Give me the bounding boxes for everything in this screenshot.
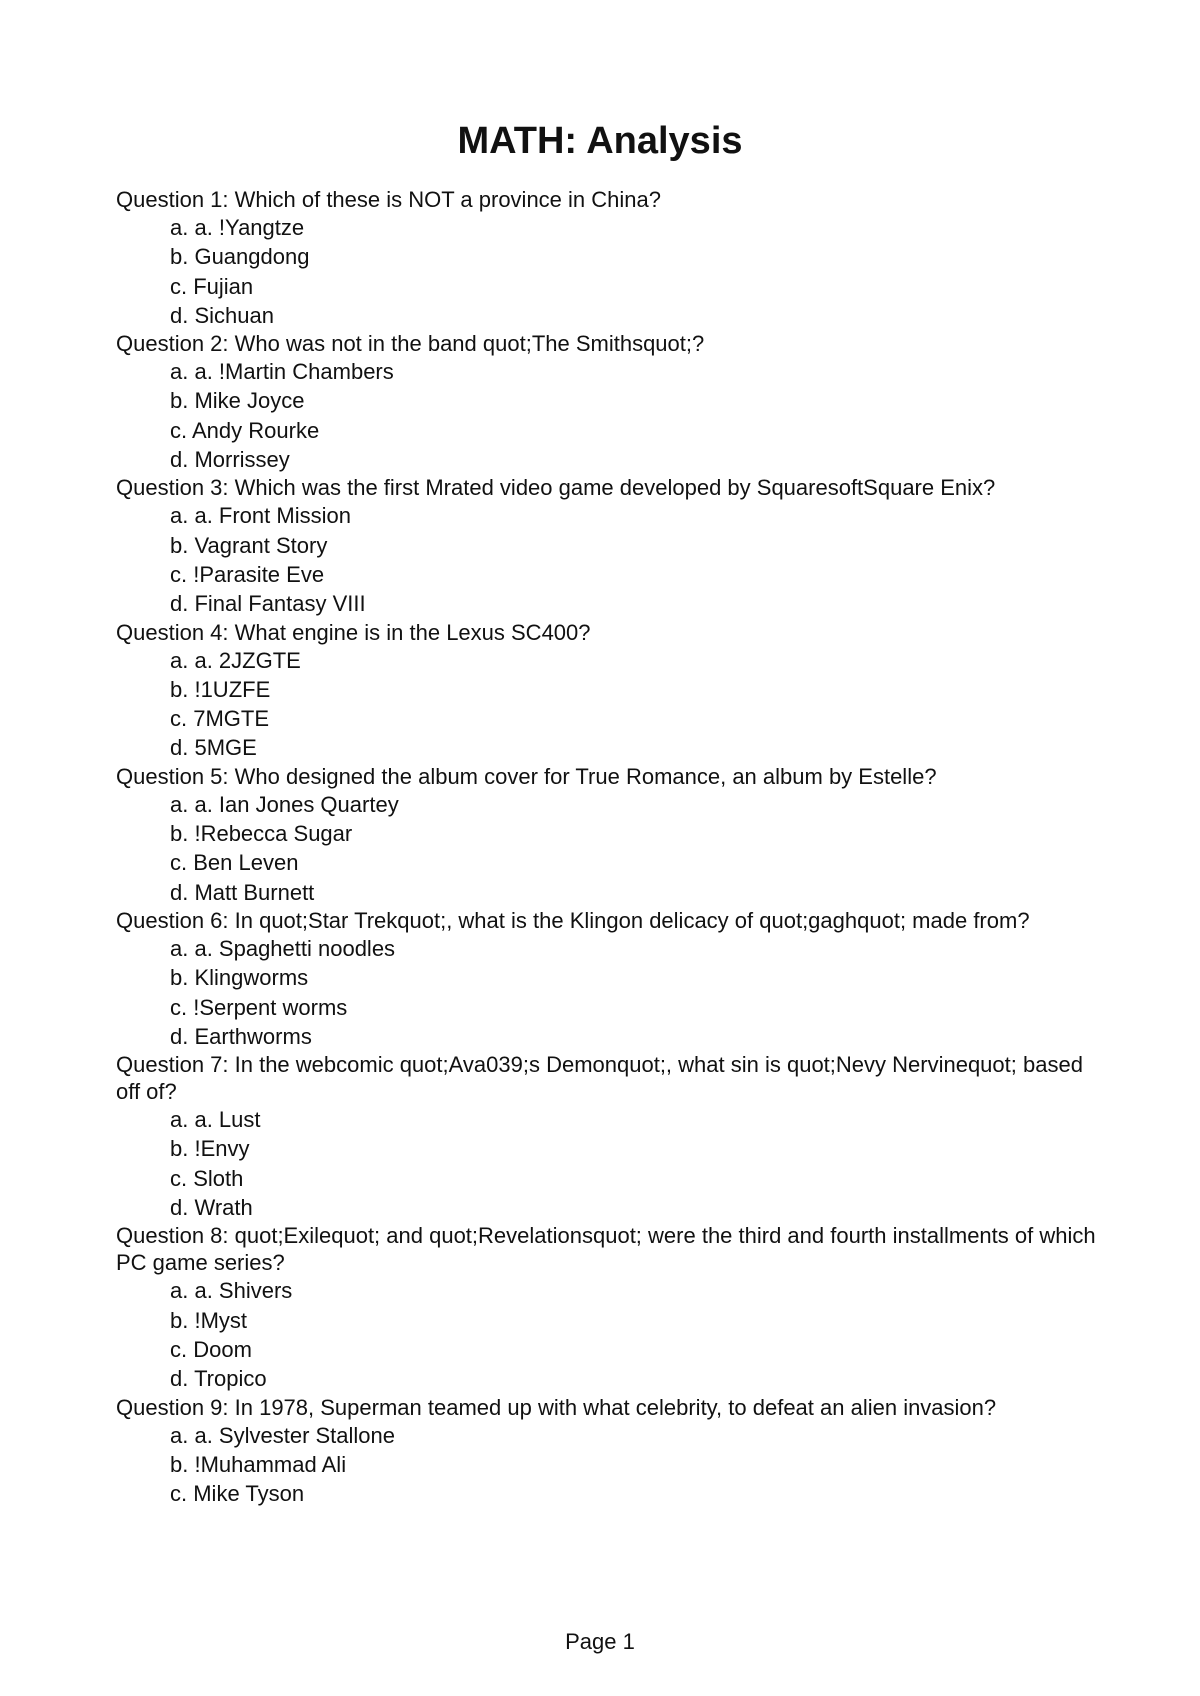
- option-item: c. Sloth: [170, 1165, 244, 1191]
- option-item: a. a. 2JZGTE: [170, 647, 301, 673]
- option-item: a. a. Ian Jones Quartey: [170, 791, 399, 817]
- option-item: c. Doom: [170, 1336, 252, 1362]
- option-list: [116, 213, 1096, 330]
- option-item: b. !Muhammad Ali: [170, 1451, 347, 1477]
- question-text: Question 3: Which was the first Mrated video game developed by SquaresoftSquare Enix?: [116, 475, 996, 501]
- option-list: [116, 646, 1096, 763]
- option-item: b. !Envy: [170, 1136, 250, 1162]
- option-item: d. Earthworms: [170, 1023, 312, 1049]
- option-list: [116, 501, 1096, 618]
- question-block: [116, 1394, 1096, 1509]
- option-item: c. !Serpent worms: [170, 994, 348, 1020]
- option-item: c. !Parasite Eve: [170, 561, 325, 587]
- option-list: [116, 1276, 1096, 1393]
- option-item: b. Vagrant Story: [170, 532, 328, 558]
- option-item: b. !Myst: [170, 1307, 248, 1333]
- option-item: b. Mike Joyce: [170, 388, 305, 414]
- page-number: Page 1: [565, 1629, 635, 1654]
- question-block: [116, 474, 1096, 618]
- option-item: c. 7MGTE: [170, 706, 270, 732]
- option-list: [116, 1421, 1096, 1509]
- question-text: Question 9: In 1978, Superman teamed up with what celebrity, to defeat an alien invasion?: [116, 1394, 997, 1420]
- option-item: a. a. Sylvester Stallone: [170, 1422, 396, 1448]
- option-item: d. Morrissey: [170, 447, 290, 473]
- option-item: a. a. Lust: [170, 1107, 261, 1133]
- option-list: [116, 790, 1096, 907]
- option-list: [116, 934, 1096, 1051]
- question-text: Question 1: Which of these is NOT a province in China?: [116, 187, 661, 212]
- option-item: a. a. Spaghetti noodles: [170, 935, 396, 961]
- option-item: d. Wrath: [170, 1195, 253, 1221]
- option-item: b. !1UZFE: [170, 676, 271, 702]
- document-title: MATH: Analysis: [457, 120, 743, 162]
- question-text: Question 5: Who designed the album cover for True Romance, an album by Estelle?: [116, 763, 937, 789]
- option-item: d. Sichuan: [170, 302, 274, 328]
- option-item: a. a. !Yangtze: [170, 215, 305, 240]
- question-text: Question 2: Who was not in the band quot;The Smithsquot;?: [116, 331, 705, 357]
- question-block: [116, 186, 1096, 330]
- option-list: [116, 1105, 1096, 1222]
- option-item: d. Matt Burnett: [170, 879, 315, 905]
- option-item: a. a. Front Mission: [170, 503, 351, 529]
- question-block: [116, 1051, 1096, 1222]
- option-item: d. Final Fantasy VIII: [170, 591, 366, 617]
- option-item: b. Guangdong: [170, 244, 310, 270]
- option-item: a. a. !Martin Chambers: [170, 359, 394, 385]
- option-item: c. Mike Tyson: [170, 1481, 305, 1507]
- option-list: [116, 357, 1096, 474]
- question-text: Question 6: In quot;Star Trekquot;, what is the Klingon delicacy of quot;gaghquot; made from?: [116, 907, 1030, 933]
- question-text: Question 7: In the webcomic quot;Ava039;s Demonquot;, what sin is quot;Nevy Nervinequot; based off of?: [116, 1052, 1083, 1105]
- question-block: [116, 763, 1096, 907]
- option-item: d. 5MGE: [170, 735, 257, 761]
- question-block: [116, 1222, 1096, 1393]
- option-item: c. Ben Leven: [170, 850, 299, 876]
- question-block: [116, 907, 1096, 1051]
- option-item: b. Klingworms: [170, 965, 309, 991]
- option-item: d. Tropico: [170, 1366, 267, 1392]
- option-item: b. !Rebecca Sugar: [170, 821, 353, 847]
- option-item: a. a. Shivers: [170, 1278, 293, 1304]
- option-item: c. Fujian: [170, 273, 254, 299]
- question-list: [116, 186, 1096, 1508]
- option-item: c. Andy Rourke: [170, 417, 320, 443]
- question-text: Question 8: quot;Exilequot; and quot;Revelationsquot; were the third and fourth installments of which PC game series?: [116, 1223, 1096, 1276]
- question-block: [116, 619, 1096, 763]
- question-block: [116, 330, 1096, 474]
- question-text: Question 4: What engine is in the Lexus SC400?: [116, 619, 591, 645]
